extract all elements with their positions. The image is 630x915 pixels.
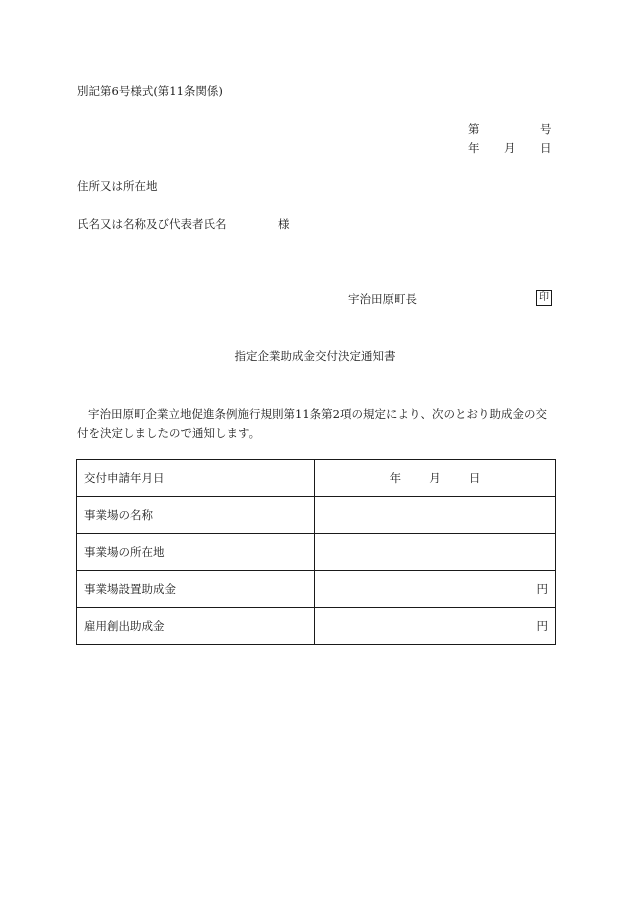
application-date-month: 月 — [429, 471, 441, 485]
issue-date-month: 月 — [504, 141, 516, 155]
seal-mark: 印 — [536, 290, 552, 306]
business-location-value — [315, 534, 556, 571]
issue-date-year: 年 — [468, 141, 480, 155]
application-date-day: 日 — [468, 471, 481, 485]
recipient-honorific: 様 — [278, 217, 290, 231]
form-number: 別記第6号様式(第11条関係) — [77, 84, 223, 98]
grant-info-table — [76, 459, 556, 645]
table-row — [77, 497, 556, 534]
row-label-business-location: 事業場の所在地 — [77, 534, 315, 571]
application-date-cell — [315, 460, 556, 497]
table-row — [77, 608, 556, 645]
recipient-address-label: 住所又は所在地 — [77, 179, 158, 193]
row-label-facility-grant: 事業場設置助成金 — [77, 571, 315, 608]
issue-date-day: 日 — [540, 141, 552, 155]
business-name-value — [315, 497, 556, 534]
document-body: 宇治田原町企業立地促進条例施行規則第11条第2項の規定により、次のとおり助成金の交付を決定しましたので通知します。 — [77, 407, 547, 440]
issuer-title: 宇治田原町長 — [348, 292, 417, 306]
application-date-year: 年 — [389, 471, 402, 485]
facility-grant-value: 円 — [315, 571, 556, 608]
recipient-name-label: 氏名又は名称及び代表者氏名 — [77, 217, 227, 231]
employment-grant-value: 円 — [315, 608, 556, 645]
row-label-application-date: 交付申請年月日 — [77, 460, 315, 497]
document-number-prefix: 第 — [468, 122, 480, 136]
table-row — [77, 460, 556, 497]
row-label-business-name: 事業場の名称 — [77, 497, 315, 534]
table-row — [77, 571, 556, 608]
document-title: 指定企業助成金交付決定通知書 — [234, 349, 396, 363]
table-row — [77, 534, 556, 571]
row-label-employment-grant: 雇用創出助成金 — [77, 608, 315, 645]
document-number-suffix: 号 — [540, 122, 552, 136]
